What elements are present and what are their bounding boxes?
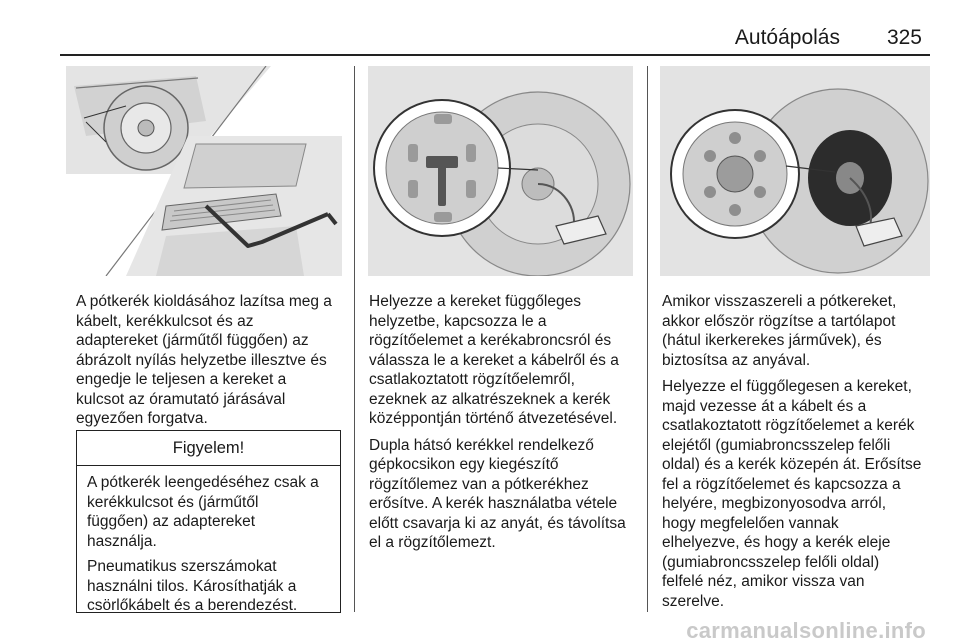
warning-body [77, 466, 340, 616]
column-divider [647, 66, 648, 612]
watermark: carmanualsonline.info [686, 618, 926, 642]
column-1 [76, 292, 348, 436]
paragraph-release-spare-wheel: A pótkerék kioldásához lazítsa meg a kábelt, kerékkulcsot és az adaptereket (járműtől függően) az ábrázolt nyílás helyzetbe illesztve és engedje le teljesen a kereket a kulcsot az óramutató járásával egyezően forgatva. [76, 293, 332, 427]
warning-heading: Figyelem! [77, 431, 340, 466]
illustration-spare-wheel-release [66, 66, 342, 276]
section-title: Autóápolás [734, 26, 840, 49]
column-divider [354, 66, 355, 612]
paragraph-refit-plate: Amikor visszaszereli a pótkereket, akkor először rögzítse a tartólapot (hátul ikerkerekes járművek), és biztosítsa az anyával. [662, 293, 897, 369]
paragraph-dual-rear-wheels: Dupla hátsó kerékkel rendelkező gépkocsikon egy kiegészítő rögzítőlemez van a pótkerékhez erősítve. A kerék használatba vétele előtt csavarja ki az anyát, és távolítsa el a rögzítőlemezt. [369, 436, 626, 551]
warning-paragraph-tools: A pótkerék leengedéséhez csak a kerékkulcsot és (járműtől függően) az adaptereket használja. [87, 474, 319, 550]
warning-box [76, 430, 341, 613]
warning-paragraph-pneumatic: Pneumatikus szerszámokat használni tilos. Károsíthatják a csörlőkábelt és a berendezést. [87, 558, 298, 614]
paragraph-refit-wheel: Helyezze el függőlegesen a kereket, majd vezesse át a kábelt és a csatlakoztatott rögzítőelemet a kerék elejétől (gumiabroncsszelep felőli oldal) és a kerék közepén át. Erősítse fel a rögzítőelemet és kapcsozza a helyére, megbizonyosodva arról, hogy megfelelően vannak elhelyezve, és hogy a kerék eleje (gumiabroncsszelep felőli oldal) felfelé néz, amikor vissza van szerelve. [662, 378, 922, 610]
paragraph-position-wheel: Helyezze a kereket függőleges helyzetbe, kapcsozza le a rögzítőelemet a kerékabroncsról és válassza le a kereket a kábelről és a csatlakoztatott rögzítőelemről, ezeknek az alkatrészeknek a kerék középpontján történő átvezetésével. [369, 293, 619, 427]
page-number: 325 [886, 26, 922, 49]
column-2 [369, 292, 641, 560]
column-3 [662, 292, 932, 618]
illustration-wheel-retaining-plate [660, 66, 930, 276]
page-header [60, 22, 930, 56]
illustration-wheel-cable-retainer [368, 66, 633, 276]
